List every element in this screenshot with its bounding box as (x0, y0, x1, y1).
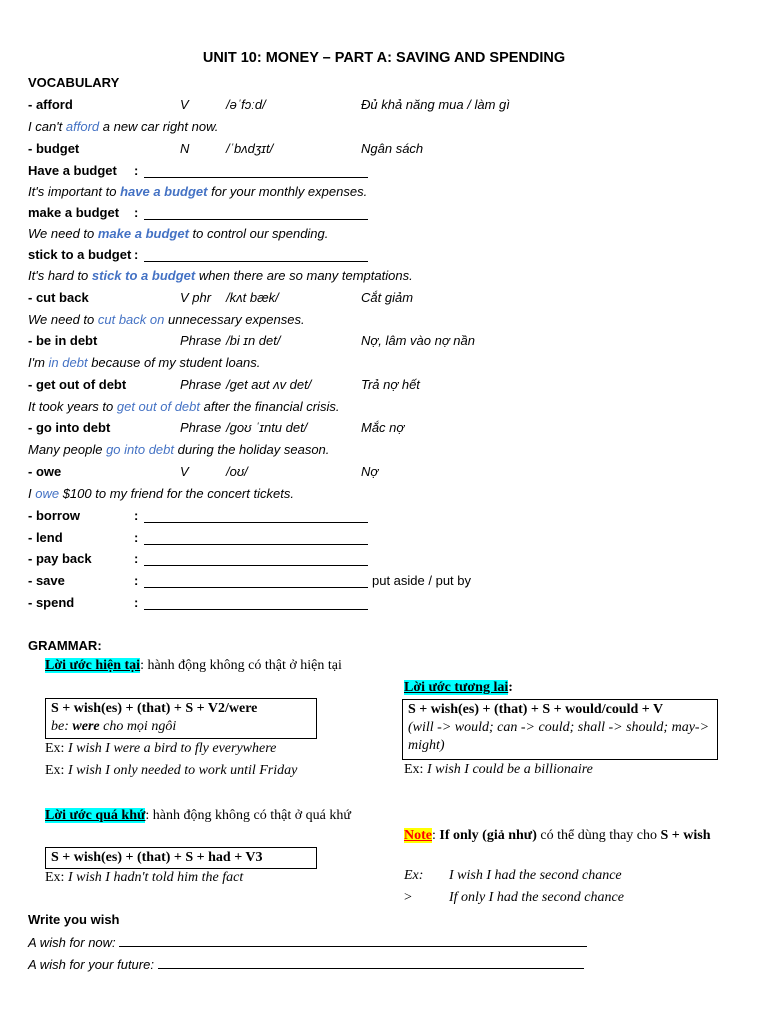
vocab-row-in-debt (28, 332, 728, 350)
example-owe: I owe $100 to my friend for the concert tickets. (28, 486, 294, 501)
future-formula: S + wish(es) + (that) + S + would/could + V (408, 702, 664, 717)
vocab-meaning: Mắc nợ (361, 420, 405, 435)
note-example-2-text: If only I had the second chance (449, 890, 624, 905)
vocab-meaning: Nợ (361, 464, 379, 479)
present-wish-formula-box (45, 698, 317, 739)
vocab-pos: N (180, 141, 190, 156)
past-wish-formula-box (45, 847, 317, 869)
vocab-meaning: Trả nợ hết (361, 377, 420, 392)
vocab-meaning: Nợ, lâm vào nợ nần (361, 333, 475, 348)
vocab-row-owe (28, 463, 728, 481)
vocab-pos: V (180, 97, 189, 112)
vocab-word: - cut back (28, 290, 89, 305)
past-formula: S + wish(es) + (that) + S + had + V3 (51, 850, 263, 865)
past-wish-title: Lời ước quá khứ: hành động không có thật ở quá khứ (45, 808, 351, 823)
answer-blank[interactable] (144, 509, 368, 523)
save-synonyms: put aside / put by (372, 573, 472, 588)
example-cut-back: We need to cut back on unnecessary expenses. (28, 312, 305, 327)
future-note: (will -> would; can -> could; shall -> should; may-> might) (408, 720, 710, 753)
present-example-1: Ex: I wish I were a bird to fly everywhere (45, 741, 277, 756)
example-in-debt: I'm in debt because of my student loans. (28, 355, 261, 370)
vocab-pos: Phrase (180, 420, 222, 435)
vocab-ipa: /goʊ ˈɪntu det/ (226, 420, 308, 435)
note-example-2: > (404, 890, 412, 905)
fill-row-lend: - lend : (28, 529, 428, 547)
fill-row-borrow: - borrow : (28, 507, 428, 525)
answer-blank[interactable] (144, 248, 368, 262)
vocab-row-cut-back (28, 289, 728, 307)
wish-future-blank[interactable] (158, 955, 584, 969)
example-make-budget: We need to make a budget to control our spending. (28, 226, 329, 241)
phrase-row-make-budget: make a budget : (28, 204, 428, 222)
vocab-ipa: /kʌt bæk/ (226, 290, 279, 305)
present-wish-title: Lời ước hiện tại: hành động không có thật ở hiện tại (45, 658, 342, 673)
example-stick-budget: It's hard to stick to a budget when there are so many temptations. (28, 268, 413, 283)
example-have-budget: It's important to have a budget for your monthly expenses. (28, 184, 368, 199)
vocab-row-budget (28, 140, 728, 158)
future-wish-title: Lời ước tương lai: (404, 680, 513, 695)
fill-row-spend: - spend : (28, 594, 428, 612)
phrase-row-have-budget: Have a budget : (28, 162, 428, 180)
vocab-word: - go into debt (28, 420, 111, 435)
vocabulary-heading: VOCABULARY (28, 75, 120, 90)
fill-row-save: - save : put aside / put by (28, 573, 472, 588)
vocab-ipa: /oʊ/ (226, 464, 248, 479)
vocab-word: - owe (28, 464, 62, 479)
answer-blank[interactable] (144, 552, 368, 566)
vocab-row-out-debt (28, 376, 728, 394)
example-into-debt: Many people go into debt during the holiday season. (28, 442, 330, 457)
wish-now-blank[interactable] (119, 933, 587, 947)
vocab-ipa: /get aʊt ʌv det/ (226, 377, 312, 392)
answer-blank[interactable] (144, 596, 368, 610)
future-wish-formula-box (402, 699, 718, 760)
phrase-row-stick-budget: stick to a budget : (28, 246, 428, 264)
vocab-word: - afford (28, 97, 73, 112)
fill-row-pay-back: - pay back : (28, 550, 428, 568)
note-example-1-text: I wish I had the second chance (449, 868, 622, 883)
future-example: Ex: I wish I could be a billionaire (404, 762, 593, 777)
vocab-ipa: /ˈbʌdʒɪt/ (226, 141, 274, 156)
vocab-pos: V (180, 464, 189, 479)
vocab-word: - get out of debt (28, 377, 127, 392)
answer-blank[interactable] (144, 574, 368, 588)
example-afford: I can't afford a new car right now. (28, 119, 219, 134)
vocab-word: - be in debt (28, 333, 98, 348)
vocab-meaning: Đủ khả năng mua / làm gì (361, 97, 510, 112)
page-title: UNIT 10: MONEY – PART A: SAVING AND SPENDING (202, 50, 566, 66)
answer-blank[interactable] (144, 531, 368, 545)
if-only-note: Note: If only (giả như) có thể dùng thay cho S + wish (404, 828, 711, 843)
write-wish-heading: Write you wish (28, 912, 120, 927)
past-example: Ex: I wish I hadn't told him the fact (45, 870, 244, 885)
vocab-pos: V phr (180, 290, 212, 305)
grammar-heading: GRAMMAR: (28, 638, 102, 653)
present-note: be: were cho mọi ngôi (51, 719, 177, 734)
vocab-pos: Phrase (180, 333, 222, 348)
vocab-ipa: /bi ɪn det/ (226, 333, 281, 348)
vocab-word: - budget (28, 141, 80, 156)
vocab-row-afford (28, 96, 728, 114)
vocab-ipa: /əˈfɔːd/ (226, 97, 266, 112)
vocab-meaning: Cắt giảm (361, 290, 414, 305)
present-formula: S + wish(es) + (that) + S + V2/were (51, 701, 258, 716)
answer-blank[interactable] (144, 206, 368, 220)
wish-now-row: A wish for now: (28, 933, 628, 951)
vocab-meaning: Ngân sách (361, 141, 424, 156)
example-out-debt: It took years to get out of debt after the financial crisis. (28, 399, 340, 414)
vocab-pos: Phrase (180, 377, 222, 392)
note-example-1: Ex: (404, 868, 424, 883)
answer-blank[interactable] (144, 164, 368, 178)
present-example-2: Ex: I wish I only needed to work until Friday (45, 763, 298, 778)
wish-future-row: A wish for your future: (28, 955, 628, 973)
vocab-row-into-debt (28, 419, 728, 437)
